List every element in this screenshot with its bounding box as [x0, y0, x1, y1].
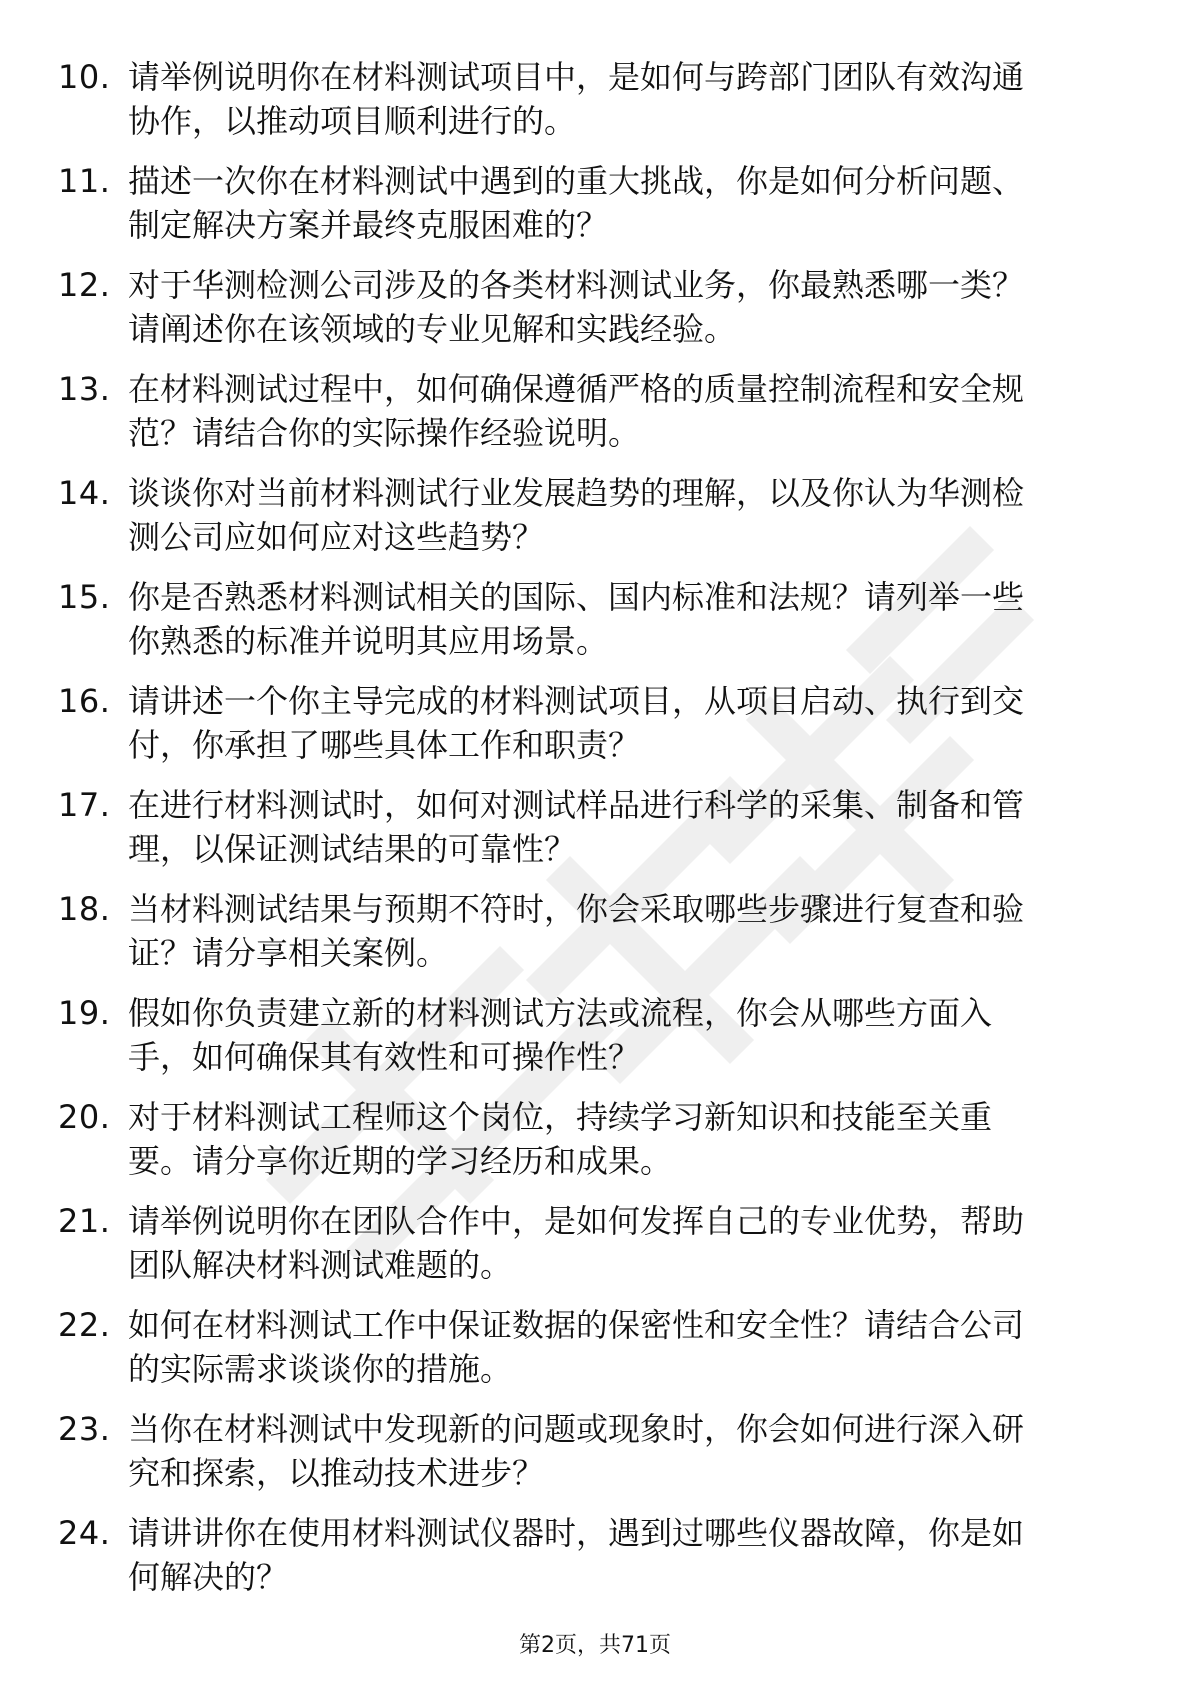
question-item — [58, 991, 1130, 1095]
question-item — [58, 1303, 1130, 1407]
question-text: 请讲述一个你主导完成的材料测试项目，从项目启动、执行到交 付，你承担了哪些具体工作和职责？ — [128, 682, 1025, 764]
question-item — [58, 1511, 1130, 1615]
question-item — [58, 1199, 1130, 1303]
question-text: 请讲讲你在使用材料测试仪器时，遇到过哪些仪器故障，你是如 何解决的？ — [128, 1514, 1025, 1596]
question-item — [58, 679, 1130, 783]
question-number: 21. — [58, 1202, 111, 1240]
question-text: 假如你负责建立新的材料测试方法或流程，你会从哪些方面入 手，如何确保其有效性和可操作性？ — [128, 994, 993, 1076]
question-number: 24. — [58, 1514, 111, 1552]
page-footer — [0, 1632, 1190, 1660]
question-item — [58, 263, 1130, 367]
question-item — [58, 783, 1130, 887]
question-number: 22. — [58, 1306, 111, 1344]
question-item — [58, 887, 1130, 991]
question-number: 23. — [58, 1410, 111, 1448]
question-item — [58, 575, 1130, 679]
question-text: 在材料测试过程中，如何确保遵循严格的质量控制流程和安全规 范？请结合你的实际操作经验说明。 — [128, 370, 1025, 452]
question-item — [58, 367, 1130, 471]
question-number: 10. — [58, 58, 111, 96]
question-number: 18. — [58, 890, 111, 928]
question-item — [58, 1407, 1130, 1511]
question-text: 谈谈你对当前材料测试行业发展趋势的理解，以及你认为华测检 测公司应如何应对这些趋势？ — [128, 474, 1025, 556]
question-text: 你是否熟悉材料测试相关的国际、国内标准和法规？请列举一些 你熟悉的标准并说明其应用场景。 — [128, 578, 1025, 660]
question-number: 12. — [58, 266, 111, 304]
question-text: 对于材料测试工程师这个岗位，持续学习新知识和技能至关重 要。请分享你近期的学习经历和成果。 — [128, 1098, 993, 1180]
question-number: 20. — [58, 1098, 111, 1136]
question-list — [58, 55, 1130, 1615]
question-item — [58, 55, 1130, 159]
question-number: 14. — [58, 474, 111, 512]
question-text: 请举例说明你在材料测试项目中，是如何与跨部门团队有效沟通 协作，以推动项目顺利进行的。 — [128, 58, 1025, 140]
question-number: 17. — [58, 786, 111, 824]
question-text: 当材料测试结果与预期不符时，你会采取哪些步骤进行复查和验 证？请分享相关案例。 — [128, 890, 1025, 972]
question-number: 13. — [58, 370, 111, 408]
question-item — [58, 1095, 1130, 1199]
question-item — [58, 159, 1130, 263]
question-text: 当你在材料测试中发现新的问题或现象时，你会如何进行深入研 究和探索，以推动技术进步？ — [128, 1410, 1025, 1492]
question-text: 描述一次你在材料测试中遇到的重大挑战，你是如何分析问题、 制定解决方案并最终克服困难的？ — [128, 162, 1025, 244]
question-number: 11. — [58, 162, 111, 200]
question-text: 在进行材料测试时，如何对测试样品进行科学的采集、制备和管 理，以保证测试结果的可靠性？ — [128, 786, 1025, 868]
question-item — [58, 471, 1130, 575]
question-number: 16. — [58, 682, 111, 720]
question-text: 请举例说明你在团队合作中，是如何发挥自己的专业优势，帮助 团队解决材料测试难题的。 — [128, 1202, 1025, 1284]
page-number-label: 第2页，共71页 — [519, 1633, 671, 1658]
question-number: 19. — [58, 994, 111, 1032]
question-number: 15. — [58, 578, 111, 616]
question-text: 对于华测检测公司涉及的各类材料测试业务，你最熟悉哪一类？ 请阐述你在该领域的专业见解和实践经验。 — [128, 266, 1025, 348]
question-text: 如何在材料测试工作中保证数据的保密性和安全性？请结合公司 的实际需求谈谈你的措施。 — [128, 1306, 1025, 1388]
